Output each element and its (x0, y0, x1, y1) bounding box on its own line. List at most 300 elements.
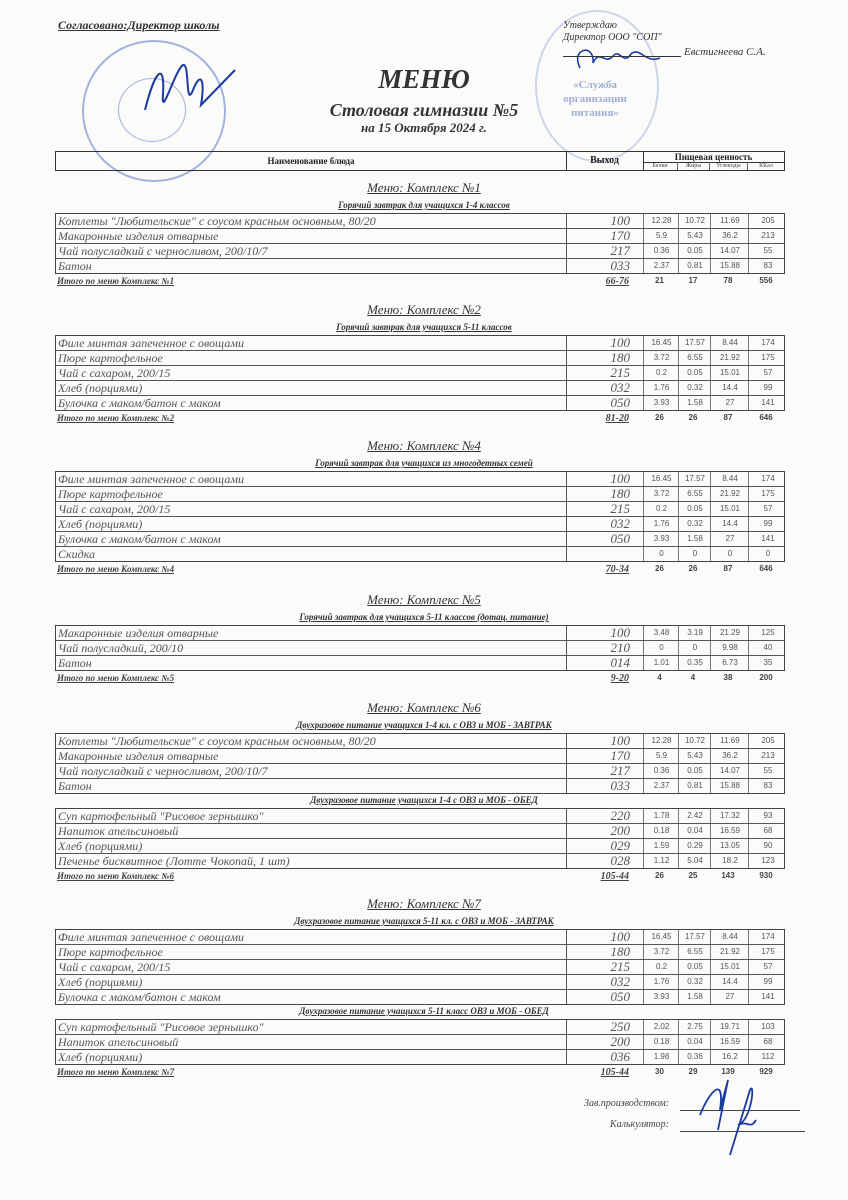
nutrient-kcal: 174 (748, 472, 787, 486)
nutrient-fats: 5.04 (678, 854, 711, 868)
nutrient-fats: 10.72 (678, 214, 711, 228)
dish-name: Макаронные изделия отварные (58, 749, 219, 763)
dish-name: Чай с сахаром, 200/15 (58, 366, 171, 380)
nutrient-kcal: 57 (748, 960, 787, 974)
nutrient-carbs: 14.07 (710, 764, 749, 778)
nutrient-fats: 6.55 (678, 945, 711, 959)
nutrient-carbs: 11.69 (710, 214, 749, 228)
dish-name: Хлеб (порциями) (58, 1050, 143, 1064)
table-row (56, 244, 784, 259)
nutrient-kcal: 55 (748, 764, 787, 778)
nutrient-carbs: 15.01 (710, 502, 749, 516)
dish-output: 200 (566, 824, 642, 838)
group-subtitle: Двухразовое питание учащихся 1-4 с ОВЗ и МОБ - ОБЕД (310, 795, 538, 805)
total-proteins: 21 (655, 276, 664, 285)
col-output: Выход (566, 152, 644, 170)
dish-output: 100 (566, 930, 642, 944)
dish-output: 032 (566, 381, 642, 395)
dish-name: Булочка с маком/батон с маком (58, 396, 221, 410)
nutrient-carbs: 8.44 (710, 930, 749, 944)
dish-output: 100 (566, 734, 642, 748)
nutrient-carbs: 27 (710, 532, 749, 546)
nutrient-fats: 17.57 (678, 930, 711, 944)
total-price: 81-20 (605, 413, 629, 424)
nutrient-carbs: 16.59 (710, 1035, 749, 1049)
nutrient-kcal: 93 (748, 809, 787, 823)
nutrient-kcal: 40 (748, 641, 787, 655)
nutrient-carbs: 15.88 (710, 259, 749, 273)
dish-output: 180 (566, 351, 642, 365)
nutrient-kcal: 125 (748, 626, 787, 640)
dish-name: Напиток апельсиновый (58, 824, 179, 838)
section-total (55, 413, 785, 425)
dish-name: Филе минтая запеченное с овощами (58, 930, 245, 944)
total-price: 9-20 (610, 673, 629, 684)
total-proteins: 26 (655, 871, 664, 880)
nutrient-proteins: 3.93 (643, 990, 679, 1004)
dish-output: 217 (566, 764, 642, 778)
section-total (55, 1067, 785, 1079)
table-row (56, 990, 784, 1004)
dish-table (55, 808, 785, 869)
total-kcal: 646 (759, 564, 773, 573)
nutrient-fats: 5.43 (678, 229, 711, 243)
nutrient-proteins: 0.2 (643, 502, 679, 516)
table-row (56, 960, 784, 975)
nutrient-carbs: 0 (710, 547, 749, 561)
approval-block (563, 20, 662, 44)
nutrient-fats: 6.55 (678, 351, 711, 365)
nutrient-proteins: 5.9 (643, 749, 679, 763)
dish-name: Чай с сахаром, 200/15 (58, 960, 171, 974)
col-nutrition: Пищевая ценность (643, 152, 784, 163)
nutrient-fats: 0 (678, 547, 711, 561)
nutrient-carbs: 21.92 (710, 945, 749, 959)
nutrient-fats: 0.32 (678, 381, 711, 395)
nutrient-proteins: 0.36 (643, 244, 679, 258)
nutrient-fats: 0.05 (678, 366, 711, 380)
total-proteins: 26 (655, 413, 664, 422)
dish-output (566, 547, 642, 561)
dish-name: Чай полусладкий, 200/10 (58, 641, 184, 655)
nutrient-kcal: 175 (748, 487, 787, 501)
dish-name: Хлеб (порциями) (58, 839, 143, 853)
dish-name: Макаронные изделия отварные (58, 626, 219, 640)
nutrient-proteins: 3.93 (643, 532, 679, 546)
nutrient-proteins: 12.28 (643, 214, 679, 228)
menu-date: на 15 Октября 2024 г. (361, 120, 487, 135)
nutrient-fats: 10.72 (678, 734, 711, 748)
section-total (55, 564, 785, 576)
dish-output: 215 (566, 502, 642, 516)
nutrient-proteins: 2.02 (643, 1020, 679, 1034)
total-carbs: 38 (723, 673, 733, 682)
table-row (56, 547, 784, 561)
nutrient-proteins: 5.9 (643, 229, 679, 243)
nutrient-proteins: 1.59 (643, 839, 679, 853)
total-proteins: 30 (655, 1067, 664, 1076)
total-kcal: 200 (759, 673, 773, 682)
table-header (55, 151, 785, 171)
approver-name: Евстигнеева С.А. (684, 46, 766, 58)
nutrient-kcal: 174 (748, 930, 787, 944)
dish-name: Филе минтая запеченное с овощами (58, 472, 245, 486)
dish-name: Котлеты "Любительские" с соусом красным основным, 80/20 (58, 734, 376, 748)
total-label: Итого по меню Комплекс №7 (57, 1067, 175, 1077)
nutrient-proteins: 0.18 (643, 1035, 679, 1049)
table-row (56, 764, 784, 779)
nutrient-proteins: 0 (643, 641, 679, 655)
dish-output: 029 (566, 839, 642, 853)
dish-name: Макаронные изделия отварные (58, 229, 219, 243)
nutrient-fats: 1.58 (678, 990, 711, 1004)
nutrient-proteins: 0.2 (643, 366, 679, 380)
nutrient-proteins: 3.72 (643, 945, 679, 959)
nutrient-fats: 1.58 (678, 532, 711, 546)
total-proteins: 26 (655, 564, 664, 573)
nutrient-proteins: 16.45 (643, 336, 679, 350)
nutrient-fats: 0.81 (678, 779, 711, 793)
section-title: Меню: Комплекс №2 (367, 302, 481, 317)
group-subtitle: Двухразовое питание учащихся 5-11 кл. с ОВЗ и МОБ - ЗАВТРАК (294, 916, 554, 926)
nutrient-kcal: 99 (748, 517, 787, 531)
nutrient-proteins: 12.28 (643, 734, 679, 748)
col-carbs: Углеводы (710, 162, 748, 170)
nutrient-fats: 0.36 (678, 1050, 711, 1064)
nutrient-proteins: 1.76 (643, 975, 679, 989)
dish-name: Хлеб (порциями) (58, 381, 143, 395)
approver-title: Директор ООО "СОП" (563, 32, 662, 43)
dish-output: 180 (566, 487, 642, 501)
total-fats: 4 (690, 673, 696, 682)
page-title: МЕНЮ (378, 64, 470, 94)
nutrient-carbs: 14.4 (710, 975, 749, 989)
calculator-label: Калькулятор: (610, 1119, 669, 1130)
production-head-label: Зав.производством: (584, 1098, 670, 1109)
table-row (56, 517, 784, 532)
dish-output: 215 (566, 366, 642, 380)
dish-name: Чай полусладкий с черносливом, 200/10/7 (58, 764, 268, 778)
nutrient-carbs: 16.59 (710, 824, 749, 838)
dish-output: 032 (566, 517, 642, 531)
dish-output: 050 (566, 532, 642, 546)
table-row (56, 214, 784, 229)
nutrient-proteins: 2.37 (643, 259, 679, 273)
table-row (56, 381, 784, 396)
nutrient-proteins: 2.37 (643, 779, 679, 793)
nutrient-kcal: 68 (748, 1035, 787, 1049)
dish-name: Напиток апельсиновый (58, 1035, 179, 1049)
total-proteins: 4 (657, 673, 662, 682)
total-fats: 25 (688, 871, 698, 880)
dish-table (55, 471, 785, 562)
nutrient-proteins: 1.98 (643, 1050, 679, 1064)
total-fats: 26 (688, 564, 698, 573)
nutrient-kcal: 90 (748, 839, 787, 853)
nutrient-kcal: 112 (748, 1050, 787, 1064)
table-row (56, 734, 784, 749)
dish-name: Суп картофельный "Рисовое зернышко" (58, 809, 264, 823)
table-row (56, 930, 784, 945)
dish-name: Филе минтая запеченное с овощами (58, 336, 245, 350)
total-carbs: 143 (721, 871, 735, 880)
nutrient-kcal: 123 (748, 854, 787, 868)
dish-output: 036 (566, 1050, 642, 1064)
nutrient-kcal: 175 (748, 351, 787, 365)
table-row (56, 336, 784, 351)
nutrient-fats: 0.05 (678, 502, 711, 516)
table-row (56, 945, 784, 960)
total-carbs: 139 (721, 1067, 735, 1076)
table-row (56, 839, 784, 854)
total-kcal: 556 (759, 276, 773, 285)
dish-name: Хлеб (порциями) (58, 517, 143, 531)
dish-name: Пюре картофельное (58, 351, 163, 365)
dish-output: 033 (566, 259, 642, 273)
total-label: Итого по меню Комплекс №6 (57, 871, 175, 881)
nutrient-proteins: 3.48 (643, 626, 679, 640)
dish-name: Булочка с маком/батон с маком (58, 532, 221, 546)
dish-name: Хлеб (порциями) (58, 975, 143, 989)
dish-output: 220 (566, 809, 642, 823)
col-kcal: ККал (759, 163, 773, 169)
dish-name: Суп картофельный "Рисовое зернышко" (58, 1020, 264, 1034)
total-price: 105-44 (600, 871, 629, 882)
dish-output: 215 (566, 960, 642, 974)
nutrient-carbs: 27 (710, 990, 749, 1004)
dish-output: 250 (566, 1020, 642, 1034)
table-row (56, 1020, 784, 1035)
nutrient-carbs: 8.44 (710, 472, 749, 486)
nutrient-carbs: 36.2 (710, 749, 749, 763)
nutrient-proteins: 1.78 (643, 809, 679, 823)
dish-output: 100 (566, 472, 642, 486)
dish-output: 100 (566, 214, 642, 228)
dish-output: 033 (566, 779, 642, 793)
table-row (56, 809, 784, 824)
nutrient-fats: 0.32 (678, 517, 711, 531)
table-row (56, 351, 784, 366)
approval-signature-line (563, 56, 681, 57)
nutrient-fats: 2.75 (678, 1020, 711, 1034)
nutrient-proteins: 0.2 (643, 960, 679, 974)
total-fats: 17 (688, 276, 698, 285)
nutrient-fats: 17.57 (678, 336, 711, 350)
nutrient-kcal: 141 (748, 990, 787, 1004)
group-subtitle: Горячий завтрак для учащихся 1-4 классов (338, 200, 510, 210)
dish-name: Чай с сахаром, 200/15 (58, 502, 171, 516)
section-title: Меню: Комплекс №5 (367, 592, 481, 607)
nutrient-carbs: 6.73 (710, 656, 749, 670)
nutrient-proteins: 1.01 (643, 656, 679, 670)
dish-table (55, 213, 785, 274)
dish-output: 180 (566, 945, 642, 959)
dish-name: Пюре картофельное (58, 945, 163, 959)
table-row (56, 366, 784, 381)
section-total (55, 276, 785, 288)
table-row (56, 229, 784, 244)
section-total (55, 871, 785, 883)
nutrient-fats: 1.58 (678, 396, 711, 410)
dish-output: 100 (566, 336, 642, 350)
dish-output: 170 (566, 229, 642, 243)
nutrient-kcal: 103 (748, 1020, 787, 1034)
nutrient-kcal: 213 (748, 229, 787, 243)
nutrient-carbs: 21.92 (710, 487, 749, 501)
nutrient-fats: 2.42 (678, 809, 711, 823)
group-subtitle: Горячий завтрак для учащихся 5-11 классов (дотац. питание) (299, 612, 549, 622)
table-row (56, 975, 784, 990)
dish-name: Батон (58, 656, 92, 670)
nutrient-proteins: 0.36 (643, 764, 679, 778)
table-row (56, 626, 784, 641)
section-title: Меню: Комплекс №6 (367, 700, 481, 715)
nutrient-proteins: 16.45 (643, 472, 679, 486)
nutrient-fats: 0.35 (678, 656, 711, 670)
nutrient-carbs: 16.2 (710, 1050, 749, 1064)
nutrient-fats: 5.43 (678, 749, 711, 763)
nutrient-fats: 0.05 (678, 764, 711, 778)
nutrient-proteins: 1.76 (643, 517, 679, 531)
table-row (56, 779, 784, 793)
nutrient-carbs: 9.98 (710, 641, 749, 655)
nutrient-kcal: 68 (748, 824, 787, 838)
section-total (55, 673, 785, 685)
nutrient-carbs: 19.71 (710, 1020, 749, 1034)
nutrient-kcal: 174 (748, 336, 787, 350)
dish-table (55, 335, 785, 411)
nutrient-kcal: 57 (748, 366, 787, 380)
nutrient-fats: 0.32 (678, 975, 711, 989)
nutrient-fats: 3.19 (678, 626, 711, 640)
table-row (56, 824, 784, 839)
nutrient-fats: 0.81 (678, 259, 711, 273)
nutrient-fats: 0.29 (678, 839, 711, 853)
nutrient-carbs: 15.88 (710, 779, 749, 793)
nutrient-carbs: 13.05 (710, 839, 749, 853)
nutrient-kcal: 55 (748, 244, 787, 258)
nutrient-kcal: 141 (748, 532, 787, 546)
dish-table (55, 625, 785, 671)
stamp-line-2: организации (563, 93, 627, 105)
table-row (56, 502, 784, 517)
dish-output: 200 (566, 1035, 642, 1049)
nutrient-carbs: 21.92 (710, 351, 749, 365)
table-row (56, 1050, 784, 1064)
total-carbs: 87 (723, 413, 733, 422)
section-title: Меню: Комплекс №4 (367, 438, 481, 453)
nutrient-carbs: 15.01 (710, 366, 749, 380)
dish-output: 032 (566, 975, 642, 989)
nutrient-proteins: 16.45 (643, 930, 679, 944)
table-row (56, 656, 784, 670)
group-subtitle: Двухразовое питание учащихся 1-4 кл. с ОВЗ и МОБ - ЗАВТРАК (296, 720, 552, 730)
nutrient-fats: 0.04 (678, 1035, 711, 1049)
total-kcal: 930 (759, 871, 773, 880)
dish-name: Батон (58, 259, 92, 273)
approved-by-director: Согласовано:Директор школы (58, 18, 220, 32)
nutrient-carbs: 14.07 (710, 244, 749, 258)
nutrient-fats: 6.55 (678, 487, 711, 501)
stamp-line-3: питания» (571, 107, 619, 119)
col-dish-name: Наименование блюда (56, 152, 567, 170)
total-label: Итого по меню Комплекс №5 (57, 673, 175, 683)
total-price: 70-34 (605, 564, 629, 575)
nutrient-kcal: 0 (748, 547, 787, 561)
section-title: Меню: Комплекс №7 (367, 896, 481, 911)
dish-name: Булочка с маком/батон с маком (58, 990, 221, 1004)
table-row (56, 854, 784, 868)
nutrient-proteins: 1.76 (643, 381, 679, 395)
dish-output: 028 (566, 854, 642, 868)
total-label: Итого по меню Комплекс №4 (57, 564, 175, 574)
table-row (56, 487, 784, 502)
dish-output: 050 (566, 396, 642, 410)
col-proteins: Белки (643, 162, 678, 170)
nutrient-kcal: 205 (748, 214, 787, 228)
total-carbs: 78 (723, 276, 733, 285)
nutrient-kcal: 99 (748, 975, 787, 989)
nutrient-kcal: 83 (748, 779, 787, 793)
nutrient-kcal: 205 (748, 734, 787, 748)
nutrient-fats: 0.05 (678, 244, 711, 258)
total-price: 66-76 (605, 276, 629, 287)
table-row (56, 396, 784, 410)
nutrient-kcal: 57 (748, 502, 787, 516)
dish-output: 100 (566, 626, 642, 640)
dish-name: Пюре картофельное (58, 487, 163, 501)
table-row (56, 532, 784, 547)
nutrient-carbs: 14.4 (710, 517, 749, 531)
nutrient-kcal: 141 (748, 396, 787, 410)
dish-table (55, 1019, 785, 1065)
dish-output: 170 (566, 749, 642, 763)
table-row (56, 259, 784, 273)
nutrient-fats: 17.57 (678, 472, 711, 486)
nutrient-carbs: 36.2 (710, 229, 749, 243)
section-title: Меню: Комплекс №1 (367, 180, 481, 195)
page-subtitle: Столовая гимназии №5 (329, 100, 519, 120)
nutrient-proteins: 0 (643, 547, 679, 561)
dish-name: Котлеты "Любительские" с соусом красным основным, 80/20 (58, 214, 376, 228)
nutrient-kcal: 213 (748, 749, 787, 763)
nutrient-kcal: 35 (748, 656, 787, 670)
dish-output: 050 (566, 990, 642, 1004)
nutrient-carbs: 21.29 (710, 626, 749, 640)
total-label: Итого по меню Комплекс №1 (57, 276, 175, 286)
nutrient-carbs: 17.32 (710, 809, 749, 823)
footer-signature-icon (690, 1070, 770, 1170)
nutrient-carbs: 27 (710, 396, 749, 410)
nutrient-fats: 0.04 (678, 824, 711, 838)
dish-output: 210 (566, 641, 642, 655)
col-fats: Жиры (678, 162, 710, 170)
approve-label: Утверждаю (563, 20, 617, 31)
nutrient-kcal: 83 (748, 259, 787, 273)
dish-output: 217 (566, 244, 642, 258)
nutrient-carbs: 14.4 (710, 381, 749, 395)
nutrient-proteins: 0.18 (643, 824, 679, 838)
nutrient-proteins: 1.12 (643, 854, 679, 868)
nutrient-carbs: 15.01 (710, 960, 749, 974)
table-row (56, 749, 784, 764)
nutrient-carbs: 18.2 (710, 854, 749, 868)
group-subtitle: Горячий завтрак для учащихся из многодетных семей (315, 458, 533, 468)
dish-output: 014 (566, 656, 642, 670)
table-row (56, 1035, 784, 1050)
nutrient-kcal: 175 (748, 945, 787, 959)
dish-name: Скидка (58, 547, 96, 561)
